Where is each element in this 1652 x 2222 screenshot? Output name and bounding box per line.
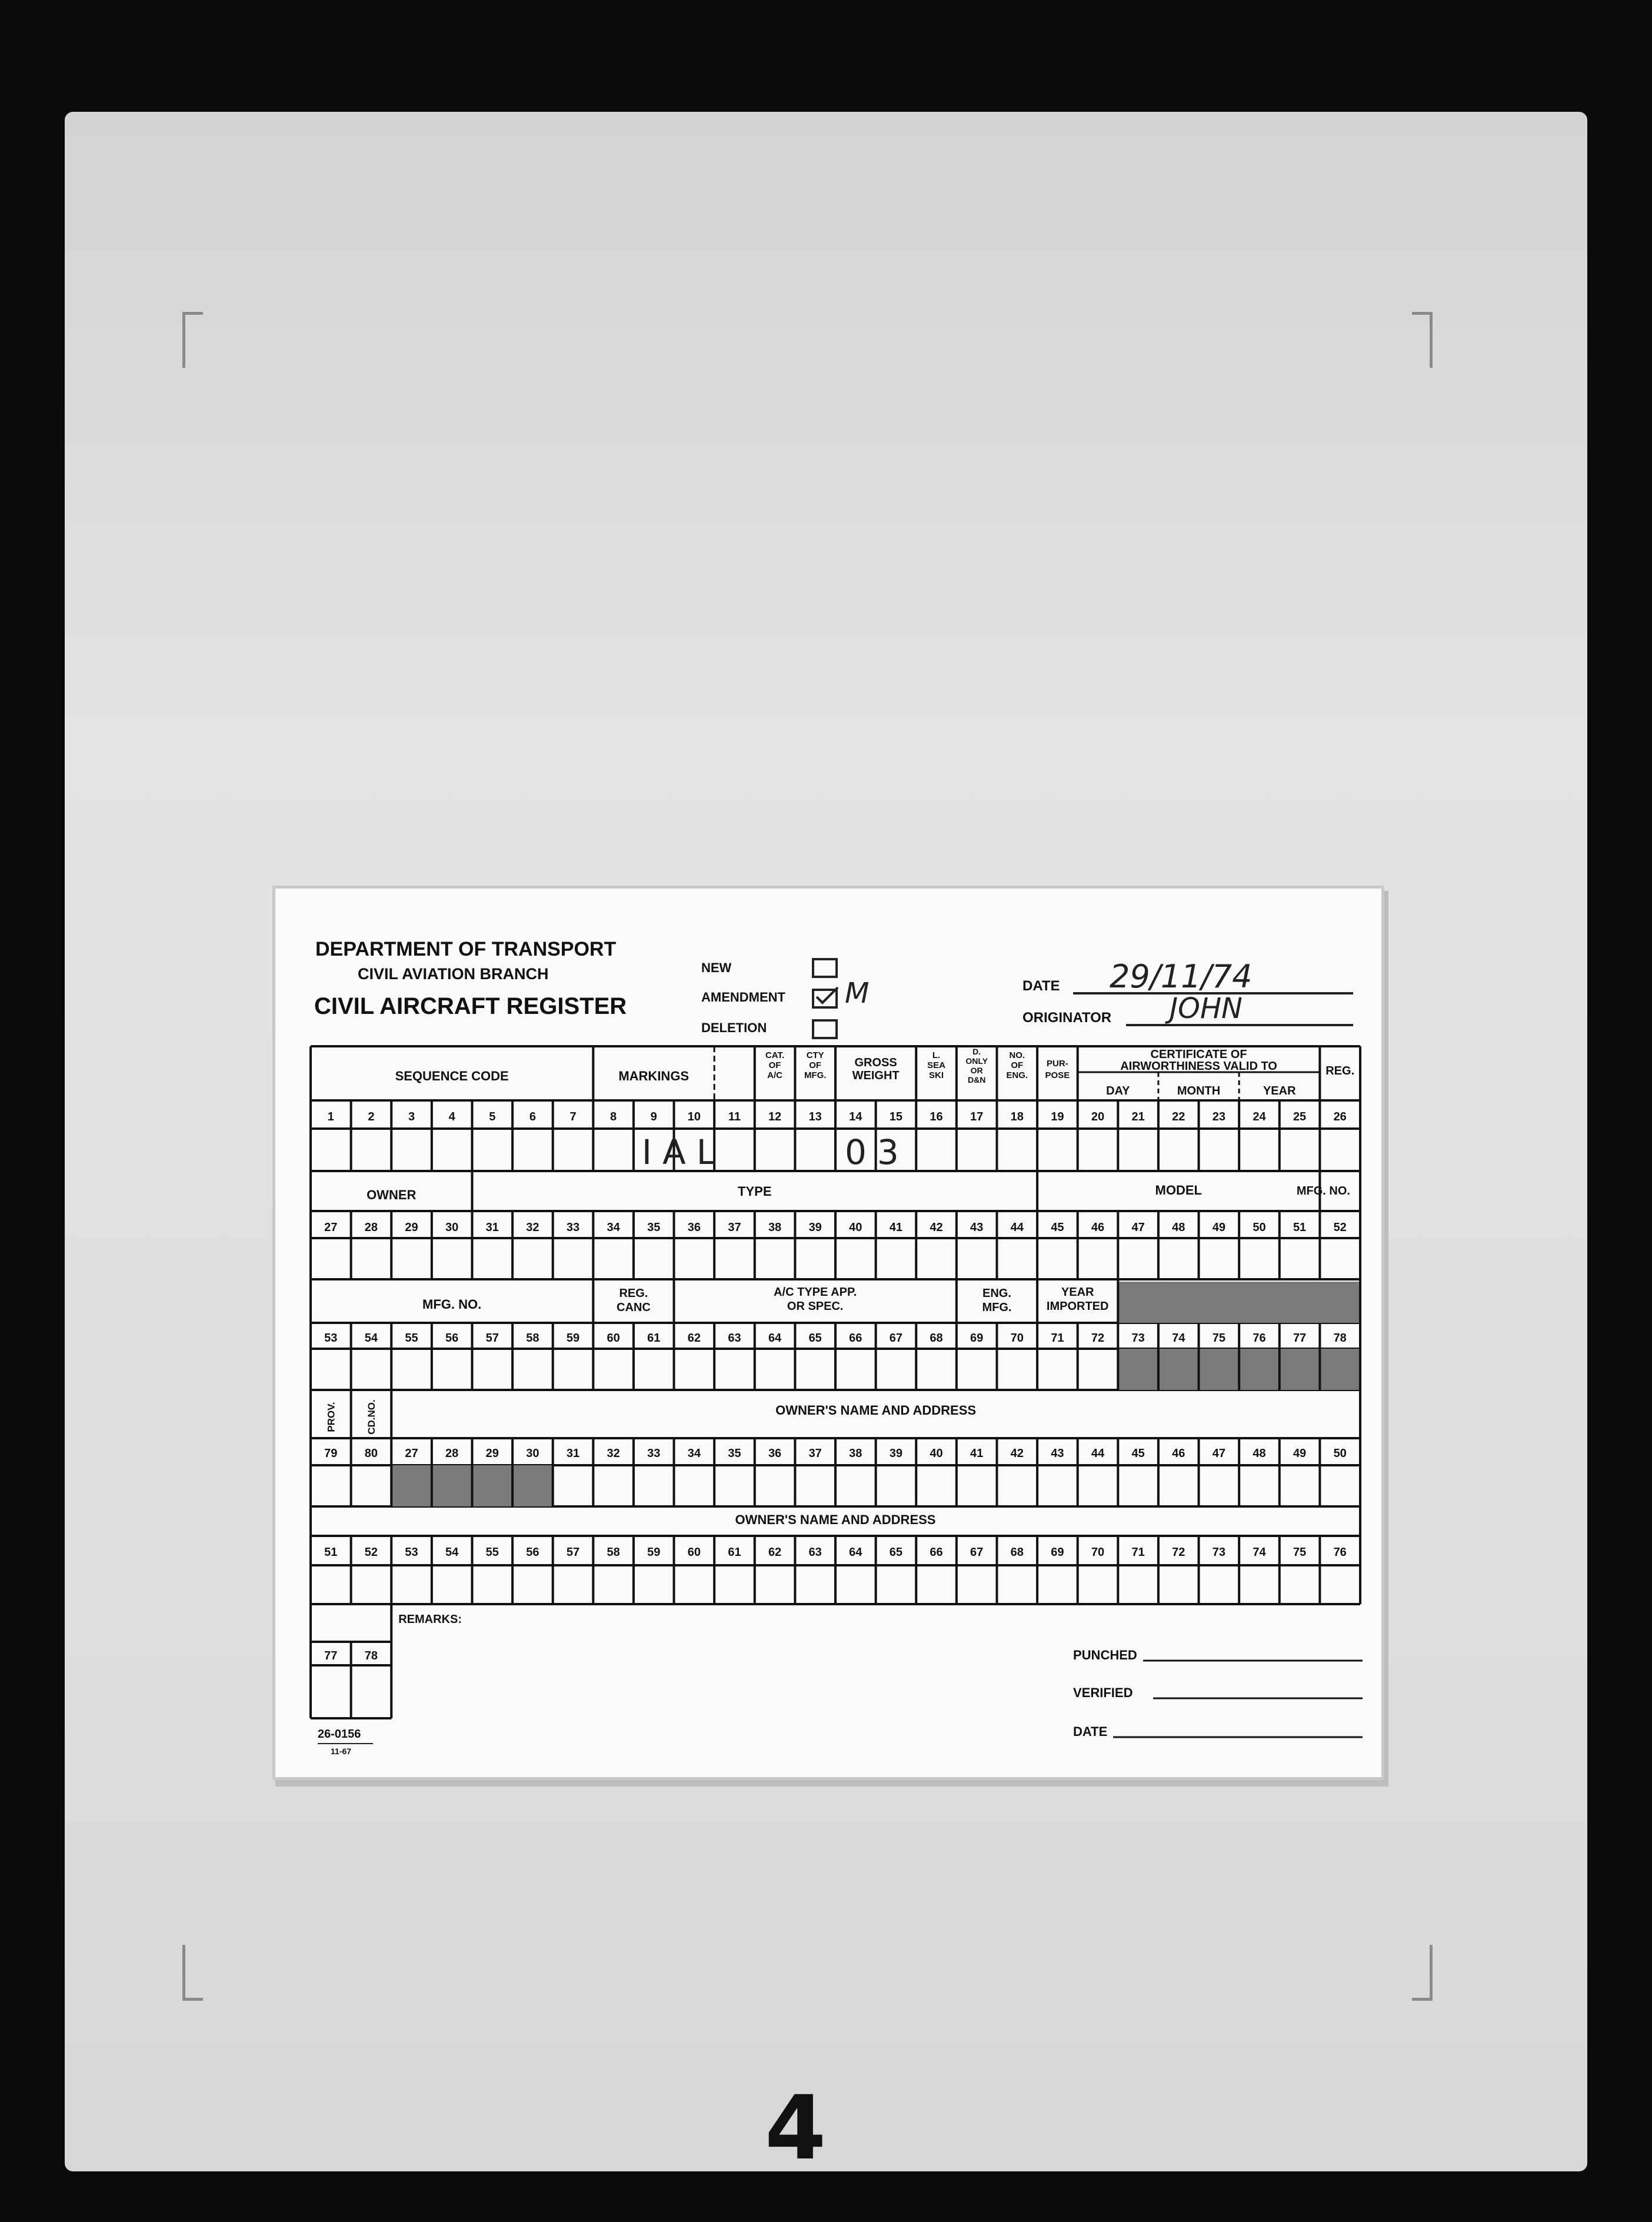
column-number: 38 bbox=[768, 1221, 782, 1234]
column-number: 37 bbox=[728, 1221, 741, 1234]
header-eng-mfg: MFG. bbox=[982, 1301, 1012, 1314]
column-number: 49 bbox=[1293, 1447, 1307, 1460]
column-number: 32 bbox=[607, 1447, 620, 1460]
dept-title: DEPARTMENT OF TRANSPORT bbox=[315, 938, 617, 960]
column-number: 43 bbox=[1051, 1447, 1064, 1460]
column-number: 43 bbox=[970, 1221, 984, 1234]
shaded-block bbox=[1118, 1282, 1360, 1323]
header-model: MODEL bbox=[1155, 1183, 1202, 1198]
column-number: 56 bbox=[526, 1546, 539, 1559]
header-owners-name-2: OWNER'S NAME AND ADDRESS bbox=[735, 1512, 936, 1527]
column-number: 33 bbox=[647, 1447, 661, 1460]
column-number: 69 bbox=[970, 1332, 984, 1345]
header-gross-weight: WEIGHT bbox=[852, 1069, 900, 1082]
header-type: TYPE bbox=[738, 1184, 772, 1199]
header-sequence-code: SEQUENCE CODE bbox=[395, 1069, 509, 1083]
column-number: 33 bbox=[566, 1221, 580, 1234]
signoff-label: VERIFIED bbox=[1073, 1685, 1133, 1700]
column-number: 30 bbox=[526, 1447, 539, 1460]
remarks-label: REMARKS: bbox=[398, 1613, 462, 1626]
column-number: 49 bbox=[1212, 1221, 1225, 1234]
column-number: 72 bbox=[1172, 1546, 1185, 1559]
column-number: 20 bbox=[1091, 1110, 1105, 1123]
column-number: 53 bbox=[405, 1546, 418, 1559]
column-number: 79 bbox=[324, 1447, 338, 1460]
crop-mark-bottom-left bbox=[182, 1945, 203, 2001]
column-number: 42 bbox=[1010, 1447, 1024, 1460]
column-number: 47 bbox=[1131, 1221, 1145, 1234]
column-number: 48 bbox=[1172, 1221, 1185, 1234]
column-number: 72 bbox=[1091, 1332, 1105, 1345]
column-number: 5 bbox=[489, 1110, 496, 1123]
header-cat-of-ac: A/C bbox=[767, 1070, 782, 1080]
column-number: 58 bbox=[526, 1332, 539, 1345]
column-number: 25 bbox=[1293, 1110, 1307, 1123]
header-prov: PROV. bbox=[325, 1402, 337, 1432]
column-number: 7 bbox=[569, 1110, 577, 1123]
header-no-of-eng: NO. bbox=[1009, 1050, 1025, 1060]
column-number: 65 bbox=[889, 1546, 903, 1559]
column-number: 30 bbox=[445, 1221, 459, 1234]
form-code: 26-0156 bbox=[318, 1728, 361, 1741]
column-number: 23 bbox=[1212, 1110, 1225, 1123]
column-number: 3 bbox=[408, 1110, 415, 1123]
column-number: 68 bbox=[1010, 1546, 1024, 1559]
column-number: 13 bbox=[808, 1110, 822, 1123]
header-d-only: ONLY bbox=[965, 1056, 988, 1066]
header-mfg-no: MFG. NO. bbox=[1296, 1185, 1350, 1198]
crop-mark-top-left bbox=[182, 312, 203, 368]
header-ac-type: OR SPEC. bbox=[787, 1300, 844, 1313]
header-year-imported: IMPORTED bbox=[1046, 1300, 1109, 1313]
header-cat-of-ac: CAT. bbox=[765, 1050, 785, 1060]
column-number: 1 bbox=[327, 1110, 334, 1123]
column-number: 40 bbox=[930, 1447, 943, 1460]
header-certificate: CERTIFICATE OF bbox=[1150, 1048, 1247, 1061]
column-number: 64 bbox=[849, 1546, 862, 1559]
column-number: 51 bbox=[1293, 1221, 1307, 1234]
column-number: 77 bbox=[1293, 1332, 1307, 1345]
column-number: 28 bbox=[445, 1447, 459, 1460]
header-cd-no: CD.NO. bbox=[365, 1399, 377, 1435]
entry-gross-weight[interactable]: 03 bbox=[845, 1132, 910, 1172]
column-number: 6 bbox=[529, 1110, 536, 1123]
column-number: 42 bbox=[930, 1221, 943, 1234]
header-cty-of-mfg: MFG. bbox=[804, 1070, 827, 1080]
header-day: DAY bbox=[1106, 1085, 1130, 1097]
column-number: 59 bbox=[566, 1332, 580, 1345]
column-number: 65 bbox=[808, 1332, 822, 1345]
column-number: 68 bbox=[930, 1332, 943, 1345]
column-number: 57 bbox=[485, 1332, 499, 1345]
column-number: 45 bbox=[1051, 1221, 1064, 1234]
column-number: 47 bbox=[1212, 1447, 1225, 1460]
column-number: 67 bbox=[889, 1332, 903, 1345]
header-no-of-eng: OF bbox=[1011, 1060, 1024, 1070]
form-code-rule bbox=[318, 1743, 373, 1744]
header-no-of-eng: ENG. bbox=[1006, 1070, 1028, 1080]
register-title: CIVIL AIRCRAFT REGISTER bbox=[314, 993, 627, 1019]
column-number: 58 bbox=[607, 1546, 620, 1559]
column-number: 60 bbox=[607, 1332, 620, 1345]
column-number: 50 bbox=[1333, 1447, 1347, 1460]
column-number: 53 bbox=[324, 1332, 338, 1345]
column-number: 11 bbox=[728, 1110, 741, 1123]
column-number: 52 bbox=[364, 1546, 378, 1559]
header-purpose: POSE bbox=[1045, 1070, 1070, 1080]
column-number: 60 bbox=[687, 1546, 701, 1559]
column-number: 37 bbox=[808, 1447, 822, 1460]
column-number: 34 bbox=[687, 1447, 701, 1460]
column-number: 71 bbox=[1131, 1546, 1145, 1559]
entry-markings[interactable]: IAL bbox=[641, 1132, 727, 1172]
originator-label: ORIGINATOR bbox=[1022, 1010, 1112, 1026]
column-number: 57 bbox=[566, 1546, 580, 1559]
date-label: DATE bbox=[1022, 978, 1060, 994]
column-number: 46 bbox=[1172, 1447, 1185, 1460]
column-number: 2 bbox=[368, 1110, 375, 1123]
column-number: 39 bbox=[808, 1221, 822, 1234]
column-number: 41 bbox=[970, 1447, 984, 1460]
header-certificate: AIRWORTHINESS VALID TO bbox=[1120, 1060, 1277, 1073]
column-number: 71 bbox=[1051, 1332, 1064, 1345]
column-number: 48 bbox=[1253, 1447, 1266, 1460]
column-number: 63 bbox=[728, 1332, 741, 1345]
column-number: 78 bbox=[1333, 1332, 1347, 1345]
column-number: 73 bbox=[1131, 1332, 1145, 1345]
column-number: 61 bbox=[647, 1332, 661, 1345]
option-deletion-label: DELETION bbox=[701, 1020, 767, 1035]
column-number: 12 bbox=[768, 1110, 782, 1123]
column-number: 17 bbox=[970, 1110, 984, 1123]
column-number: 31 bbox=[485, 1221, 499, 1234]
column-number: 24 bbox=[1253, 1110, 1266, 1123]
column-number: 34 bbox=[607, 1221, 620, 1234]
header-eng-mfg: ENG. bbox=[982, 1287, 1011, 1300]
header-cty-of-mfg: OF bbox=[809, 1060, 822, 1070]
column-number: 62 bbox=[687, 1332, 701, 1345]
header-reg-canc: REG. bbox=[619, 1287, 648, 1300]
header-purpose: PUR- bbox=[1047, 1059, 1068, 1069]
branch-title: CIVIL AVIATION BRANCH bbox=[358, 965, 549, 983]
column-number: 63 bbox=[808, 1546, 822, 1559]
column-number: 55 bbox=[405, 1332, 418, 1345]
column-number: 51 bbox=[324, 1546, 338, 1559]
column-number: 70 bbox=[1010, 1332, 1024, 1345]
header-d-only: D. bbox=[972, 1047, 981, 1056]
column-number: 32 bbox=[526, 1221, 539, 1234]
column-number: 8 bbox=[610, 1110, 617, 1123]
column-number: 78 bbox=[364, 1649, 378, 1662]
column-number: 77 bbox=[324, 1649, 338, 1662]
column-number: 41 bbox=[889, 1221, 903, 1234]
header-reg: REG. bbox=[1325, 1065, 1355, 1077]
column-number: 27 bbox=[405, 1447, 418, 1460]
header-sea-ski: SKI bbox=[929, 1070, 944, 1080]
header-owner: OWNER bbox=[367, 1187, 417, 1202]
column-number: 21 bbox=[1131, 1110, 1145, 1123]
column-number: 19 bbox=[1051, 1110, 1064, 1123]
column-number: 44 bbox=[1010, 1221, 1024, 1234]
column-number: 64 bbox=[768, 1332, 782, 1345]
column-number: 62 bbox=[768, 1546, 782, 1559]
column-number: 36 bbox=[687, 1221, 701, 1234]
header-markings: MARKINGS bbox=[618, 1069, 690, 1083]
column-number: 10 bbox=[687, 1110, 701, 1123]
column-number: 18 bbox=[1010, 1110, 1024, 1123]
column-number: 50 bbox=[1253, 1221, 1266, 1234]
header-owners-name-1: OWNER'S NAME AND ADDRESS bbox=[775, 1403, 977, 1418]
register-card bbox=[275, 889, 1381, 1777]
column-number: 54 bbox=[364, 1332, 378, 1345]
column-number: 66 bbox=[930, 1546, 943, 1559]
column-number: 46 bbox=[1091, 1221, 1105, 1234]
column-number: 76 bbox=[1253, 1332, 1266, 1345]
column-number: 66 bbox=[849, 1332, 862, 1345]
signoff-label: PUNCHED bbox=[1073, 1648, 1137, 1662]
header-ac-type: A/C TYPE APP. bbox=[774, 1286, 857, 1299]
signoff-label: DATE bbox=[1073, 1724, 1108, 1739]
column-number: 59 bbox=[647, 1546, 661, 1559]
column-number: 54 bbox=[445, 1546, 459, 1559]
column-number: 44 bbox=[1091, 1447, 1105, 1460]
column-number: 40 bbox=[849, 1221, 862, 1234]
column-number: 76 bbox=[1333, 1546, 1347, 1559]
column-number: 75 bbox=[1212, 1332, 1225, 1345]
column-number: 14 bbox=[849, 1110, 862, 1123]
header-mfg-no-2: MFG. NO. bbox=[422, 1297, 482, 1312]
column-number: 35 bbox=[728, 1447, 741, 1460]
header-year: YEAR bbox=[1263, 1085, 1296, 1097]
column-number: 39 bbox=[889, 1447, 903, 1460]
column-number: 52 bbox=[1333, 1221, 1347, 1234]
column-number: 35 bbox=[647, 1221, 661, 1234]
column-number: 29 bbox=[405, 1221, 418, 1234]
column-number: 80 bbox=[364, 1447, 378, 1460]
column-number: 45 bbox=[1131, 1447, 1145, 1460]
header-month: MONTH bbox=[1177, 1085, 1221, 1097]
column-number: 31 bbox=[566, 1447, 580, 1460]
header-d-only: D&N bbox=[967, 1075, 986, 1085]
column-number: 56 bbox=[445, 1332, 459, 1345]
column-number: 27 bbox=[324, 1221, 338, 1234]
crop-mark-bottom-right bbox=[1412, 1945, 1433, 2001]
column-number: 55 bbox=[485, 1546, 499, 1559]
column-number: 74 bbox=[1253, 1546, 1266, 1559]
column-number: 69 bbox=[1051, 1546, 1064, 1559]
date-handwritten-value[interactable]: 29/11/74 bbox=[1110, 958, 1253, 995]
header-reg-canc: CANC bbox=[617, 1301, 651, 1314]
column-number: 36 bbox=[768, 1447, 782, 1460]
column-number: 9 bbox=[650, 1110, 657, 1123]
column-number: 16 bbox=[930, 1110, 943, 1123]
column-number: 61 bbox=[728, 1546, 741, 1559]
column-number: 38 bbox=[849, 1447, 862, 1460]
column-number: 75 bbox=[1293, 1546, 1307, 1559]
header-year-imported: YEAR bbox=[1061, 1286, 1094, 1299]
handwritten-number: 4 bbox=[765, 2077, 827, 2180]
column-number: 22 bbox=[1172, 1110, 1185, 1123]
column-number: 73 bbox=[1212, 1546, 1225, 1559]
header-d-only: OR bbox=[970, 1066, 983, 1075]
originator-handwritten-value[interactable]: JOHN bbox=[1170, 992, 1243, 1025]
column-number: 70 bbox=[1091, 1546, 1105, 1559]
header-sea-ski: L. bbox=[932, 1050, 941, 1060]
register-grid bbox=[275, 889, 1381, 1777]
form-date: 11-67 bbox=[331, 1747, 352, 1756]
header-cat-of-ac: OF bbox=[768, 1060, 781, 1070]
column-number: 67 bbox=[970, 1546, 984, 1559]
amendment-handwritten-mark: M bbox=[845, 977, 870, 1010]
header-cty-of-mfg: CTY bbox=[806, 1050, 824, 1060]
column-number: 15 bbox=[889, 1110, 903, 1123]
column-number: 74 bbox=[1172, 1332, 1185, 1345]
column-number: 29 bbox=[485, 1447, 499, 1460]
column-number: 28 bbox=[364, 1221, 378, 1234]
header-gross-weight: GROSS bbox=[854, 1056, 897, 1069]
header-sea-ski: SEA bbox=[927, 1060, 945, 1070]
option-new-label: NEW bbox=[701, 960, 732, 975]
column-number: 26 bbox=[1333, 1110, 1347, 1123]
column-number: 4 bbox=[448, 1110, 455, 1123]
option-amendment-label: AMENDMENT bbox=[701, 990, 785, 1004]
crop-mark-top-right bbox=[1412, 312, 1433, 368]
